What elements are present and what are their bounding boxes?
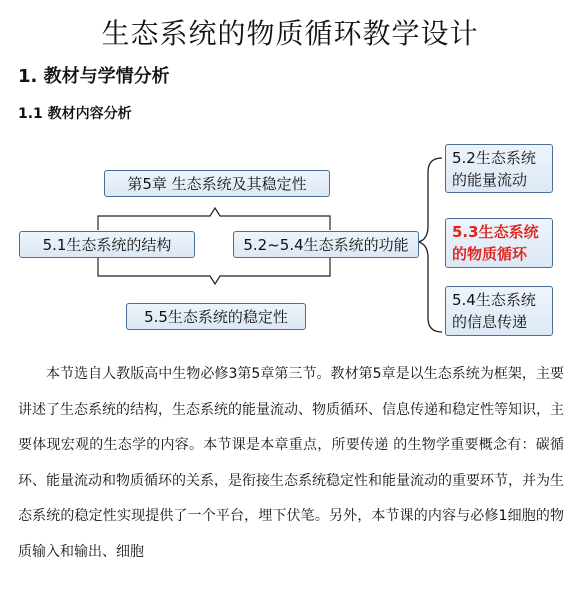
- chapter-box: 第5章 生态系统及其稳定性: [104, 170, 330, 197]
- information-transfer-box: 5.4生态系统的信息传递: [445, 286, 553, 336]
- matter-cycle-box: 5.3生态系统的物质循环: [445, 218, 553, 268]
- top-brace: [98, 208, 330, 230]
- structure-box: 5.1生态系统的结构: [19, 231, 195, 258]
- bottom-brace: [98, 258, 330, 284]
- content-analysis-paragraph: [18, 357, 564, 570]
- paragraph-text: 本节选自人教版高中生物必修3第5章第三节。教材第5章是以生态系统为框架，主要讲述了生态系统的结构，生态系统的能量流动、物质循环、信息传递和稳定性等知识，主要体现宏观的生态学的内容。本节课是本章重点，所要传递 的生物学重要概念有：碳循环、能量流动和物质循环的关系，是衔接生态系统稳定性和能量流动的重要环节，并为生态系统的稳定性实现提供了一个平台，埋下伏笔。另外，本节课的内容与必修1细胞的物质输入和输出、细胞: [18, 366, 564, 560]
- subsection-heading: 1.1 教材内容分析: [18, 106, 132, 122]
- section-heading: 1. 教材与学情分析: [18, 66, 170, 87]
- document-title: 生态系统的物质循环教学设计: [101, 17, 479, 50]
- energy-flow-box: 5.2生态系统的能量流动: [445, 144, 553, 193]
- function-box: 5.2~5.4生态系统的功能: [233, 231, 419, 258]
- right-brace: [418, 158, 442, 332]
- stability-box: 5.5生态系统的稳定性: [126, 303, 306, 330]
